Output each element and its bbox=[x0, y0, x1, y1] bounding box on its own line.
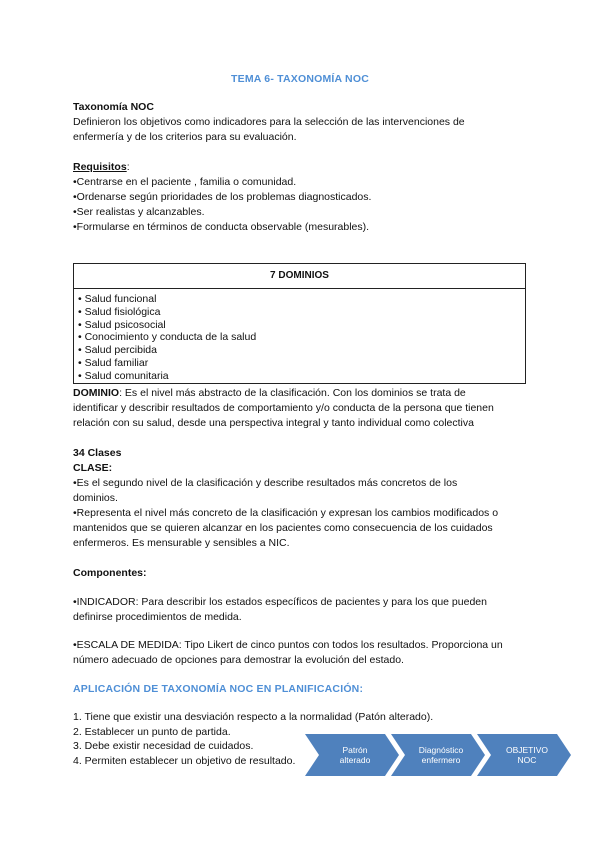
intro-heading: Taxonomía NOC bbox=[73, 101, 154, 113]
clase-line: mantenidos que se quieren alcanzar en los pacientes como consecuencia de los cuidados bbox=[73, 522, 493, 534]
dominio-def-line-1 bbox=[73, 386, 533, 401]
clases-count: 34 Clases bbox=[73, 447, 122, 459]
dominio-item: • Conocimiento y conducta de la salud bbox=[78, 331, 257, 344]
aplicacion-step: 3. Debe existir necesidad de cuidados. bbox=[73, 740, 254, 753]
dominios-list bbox=[74, 289, 525, 383]
requisitos-heading-row bbox=[73, 160, 533, 175]
indicador-line-1: •INDICADOR: Para describir los estados específicos de pacientes y para los que pueden bbox=[73, 596, 487, 608]
componentes-heading: Componentes: bbox=[73, 567, 147, 579]
clase-line: •Representa el nivel más concreto de la clasificación y expresan los cambios modificados o bbox=[73, 507, 499, 519]
dominio-def-text: : Es el nivel más abstracto de la clasificación. Con los dominios se trata de bbox=[119, 387, 466, 399]
dominios-table bbox=[73, 263, 526, 384]
requisito-item: •Centrarse en el paciente , familia o comunidad. bbox=[73, 176, 297, 188]
dominio-item: • Salud comunitaria bbox=[78, 369, 169, 382]
chevron-label-objetivo: OBJETIVO NOC bbox=[505, 745, 549, 765]
aplicacion-step: 1. Tiene que existir una desviación respecto a la normalidad (Patón alterado). bbox=[73, 711, 434, 723]
dominio-item: • Salud familiar bbox=[78, 356, 149, 369]
requisito-item: •Formularse en términos de conducta observable (mesurables). bbox=[73, 221, 370, 233]
aplicacion-step: 4. Permiten establecer un objetivo de resultado. bbox=[73, 754, 296, 767]
clase-heading: CLASE: bbox=[73, 462, 113, 474]
requisitos-colon: : bbox=[126, 161, 130, 173]
aplicacion-heading: APLICACIÓN DE TAXONOMÍA NOC EN PLANIFICACIÓN: bbox=[73, 683, 364, 695]
dominio-item: • Salud fisiológica bbox=[78, 305, 161, 318]
dominio-item: • Salud funcional bbox=[78, 293, 157, 305]
clase-line: enfermeros. Es mensurable y sensibles a NIC. bbox=[73, 537, 290, 549]
escala-line-2: número adecuado de opciones para demostrar la evolución del estado. bbox=[73, 654, 404, 666]
requisitos-heading: Requisitos bbox=[73, 161, 127, 173]
requisito-item: •Ordenarse según prioridades de los problemas diagnosticados. bbox=[73, 191, 372, 203]
dominio-def-line-2: identificar y describir resultados de comportamiento y/o conducta de la persona que tienen bbox=[73, 402, 494, 414]
aplicacion-step: 2. Establecer un punto de partida. bbox=[73, 725, 231, 738]
clase-line: •Es el segundo nivel de la clasificación y describe resultados más concretos de los bbox=[73, 477, 458, 489]
process-flow bbox=[305, 734, 571, 776]
intro-line-1: Definieron los objetivos como indicadores para la selección de las intervenciones de bbox=[73, 116, 465, 128]
intro-line-2: enfermería y de los criterios para su evaluación. bbox=[73, 131, 297, 143]
indicador-line-2: definirse procedimientos de medida. bbox=[73, 611, 242, 623]
dominio-def-label: DOMINIO bbox=[73, 387, 120, 399]
dominio-item: • Salud percibida bbox=[78, 344, 157, 357]
requisito-item: •Ser realistas y alcanzables. bbox=[73, 206, 205, 218]
escala-line-1: •ESCALA DE MEDIDA: Tipo Likert de cinco puntos con todos los resultados. Proporciona un bbox=[73, 639, 503, 651]
dominio-item: • Salud psicosocial bbox=[78, 318, 166, 331]
page-title: TEMA 6- TAXONOMÍA NOC bbox=[231, 73, 369, 85]
dominio-def-line-3: relación con su salud, desde una perspectiva integral y tanto individual como colectiva bbox=[73, 417, 474, 429]
dominios-table-header: 7 DOMINIOS bbox=[74, 264, 525, 289]
chevron-label-patron: Patrón alterado bbox=[339, 745, 371, 765]
clase-line: dominios. bbox=[73, 492, 118, 504]
chevron-label-diagnostico: Diagnóstico enfermero bbox=[418, 745, 464, 765]
